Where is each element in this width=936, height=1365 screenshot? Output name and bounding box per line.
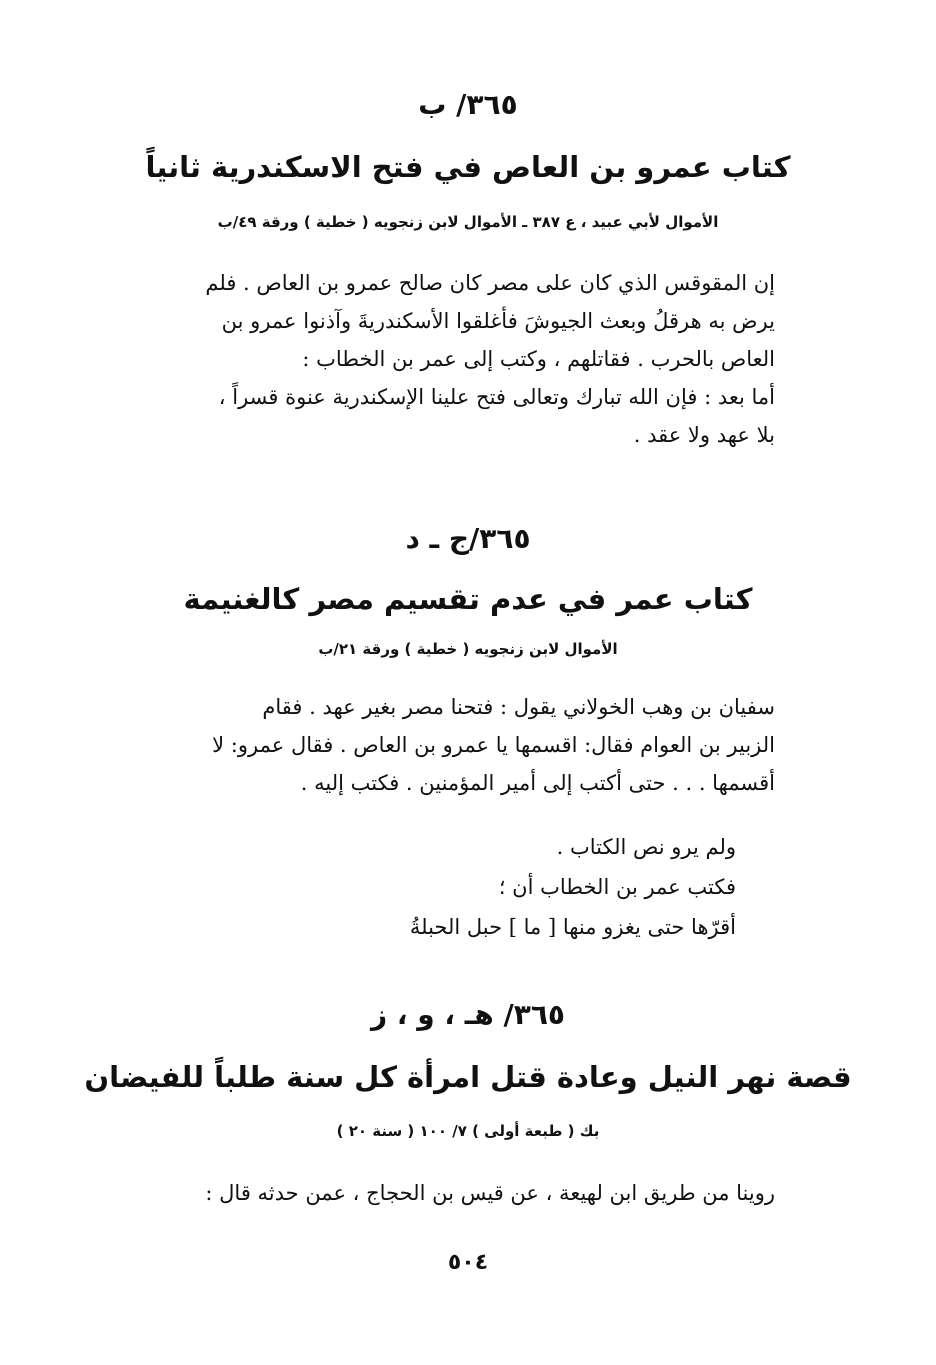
section-body bbox=[135, 688, 775, 802]
body-line: إن المقوقس الذي كان على مصر كان صالح عمرو بن العاص . فلم bbox=[205, 271, 775, 295]
section-body bbox=[135, 1174, 775, 1212]
section-number: ٣٦٥/ج ـ د bbox=[405, 522, 531, 555]
body-line: بلا عهد ولا عقد . bbox=[633, 423, 775, 447]
body-line: العاص بالحرب . فقاتلهم ، وكتب إلى عمر بن الخطاب : bbox=[302, 347, 775, 371]
section-title: كتاب عمر في عدم تقسيم مصر كالغنيمة bbox=[183, 582, 753, 616]
section-source: الأموال لابن زنجويه ( خطية ) ورقة ٢١/ب bbox=[318, 640, 618, 658]
indented-line: فكتب عمر بن الخطاب أن ؛ bbox=[498, 875, 736, 899]
section-number: ٣٦٥/ ب bbox=[418, 88, 518, 121]
indented-line: أقرّها حتى يغزو منها [ ما ] حبل الحبلةُ bbox=[409, 915, 736, 939]
body-line: أما بعد : فإن الله تبارك وتعالى فتح علينا الإسكندرية عنوة قسراً ، bbox=[218, 385, 775, 409]
section-body bbox=[135, 264, 775, 454]
section-source: بك ( طبعة أولى ) ٧/ ١٠٠ ( سنة ٢٠ ) bbox=[336, 1122, 600, 1140]
body-line: يرض به هرقلُ وبعث الجيوشَ فأغلقوا الأسكندريةَ وآذنوا عمرو بن bbox=[221, 309, 775, 333]
section-source: الأموال لأبي عبيد ، ع ٣٨٧ ـ الأموال لابن زنجويه ( خطية ) ورقة ٤٩/ب bbox=[217, 213, 719, 231]
page-number: ٥٠٤ bbox=[447, 1250, 489, 1275]
section-title: كتاب عمرو بن العاص في فتح الاسكندرية ثانياً bbox=[145, 150, 791, 184]
body-line: سفيان بن وهب الخولاني يقول : فتحنا مصر بغير عهد . فقام bbox=[262, 695, 775, 719]
body-line: روينا من طريق ابن لهيعة ، عن قيس بن الحجاج ، عمن حدثه قال : bbox=[205, 1181, 775, 1205]
body-line: أقسمها . . . حتى أكتب إلى أمير المؤمنين . فكتب إليه . bbox=[300, 771, 775, 795]
body-line: الزبير بن العوام فقال: اقسمها يا عمرو بن العاص . فقال عمرو: لا bbox=[212, 733, 775, 757]
indented-line: ولم يرو نص الكتاب . bbox=[556, 835, 736, 859]
section-title: قصة نهر النيل وعادة قتل امرأة كل سنة طلباً للفيضان bbox=[84, 1060, 852, 1094]
section-number: ٣٦٥/ هـ ، و ، ز bbox=[370, 998, 566, 1031]
